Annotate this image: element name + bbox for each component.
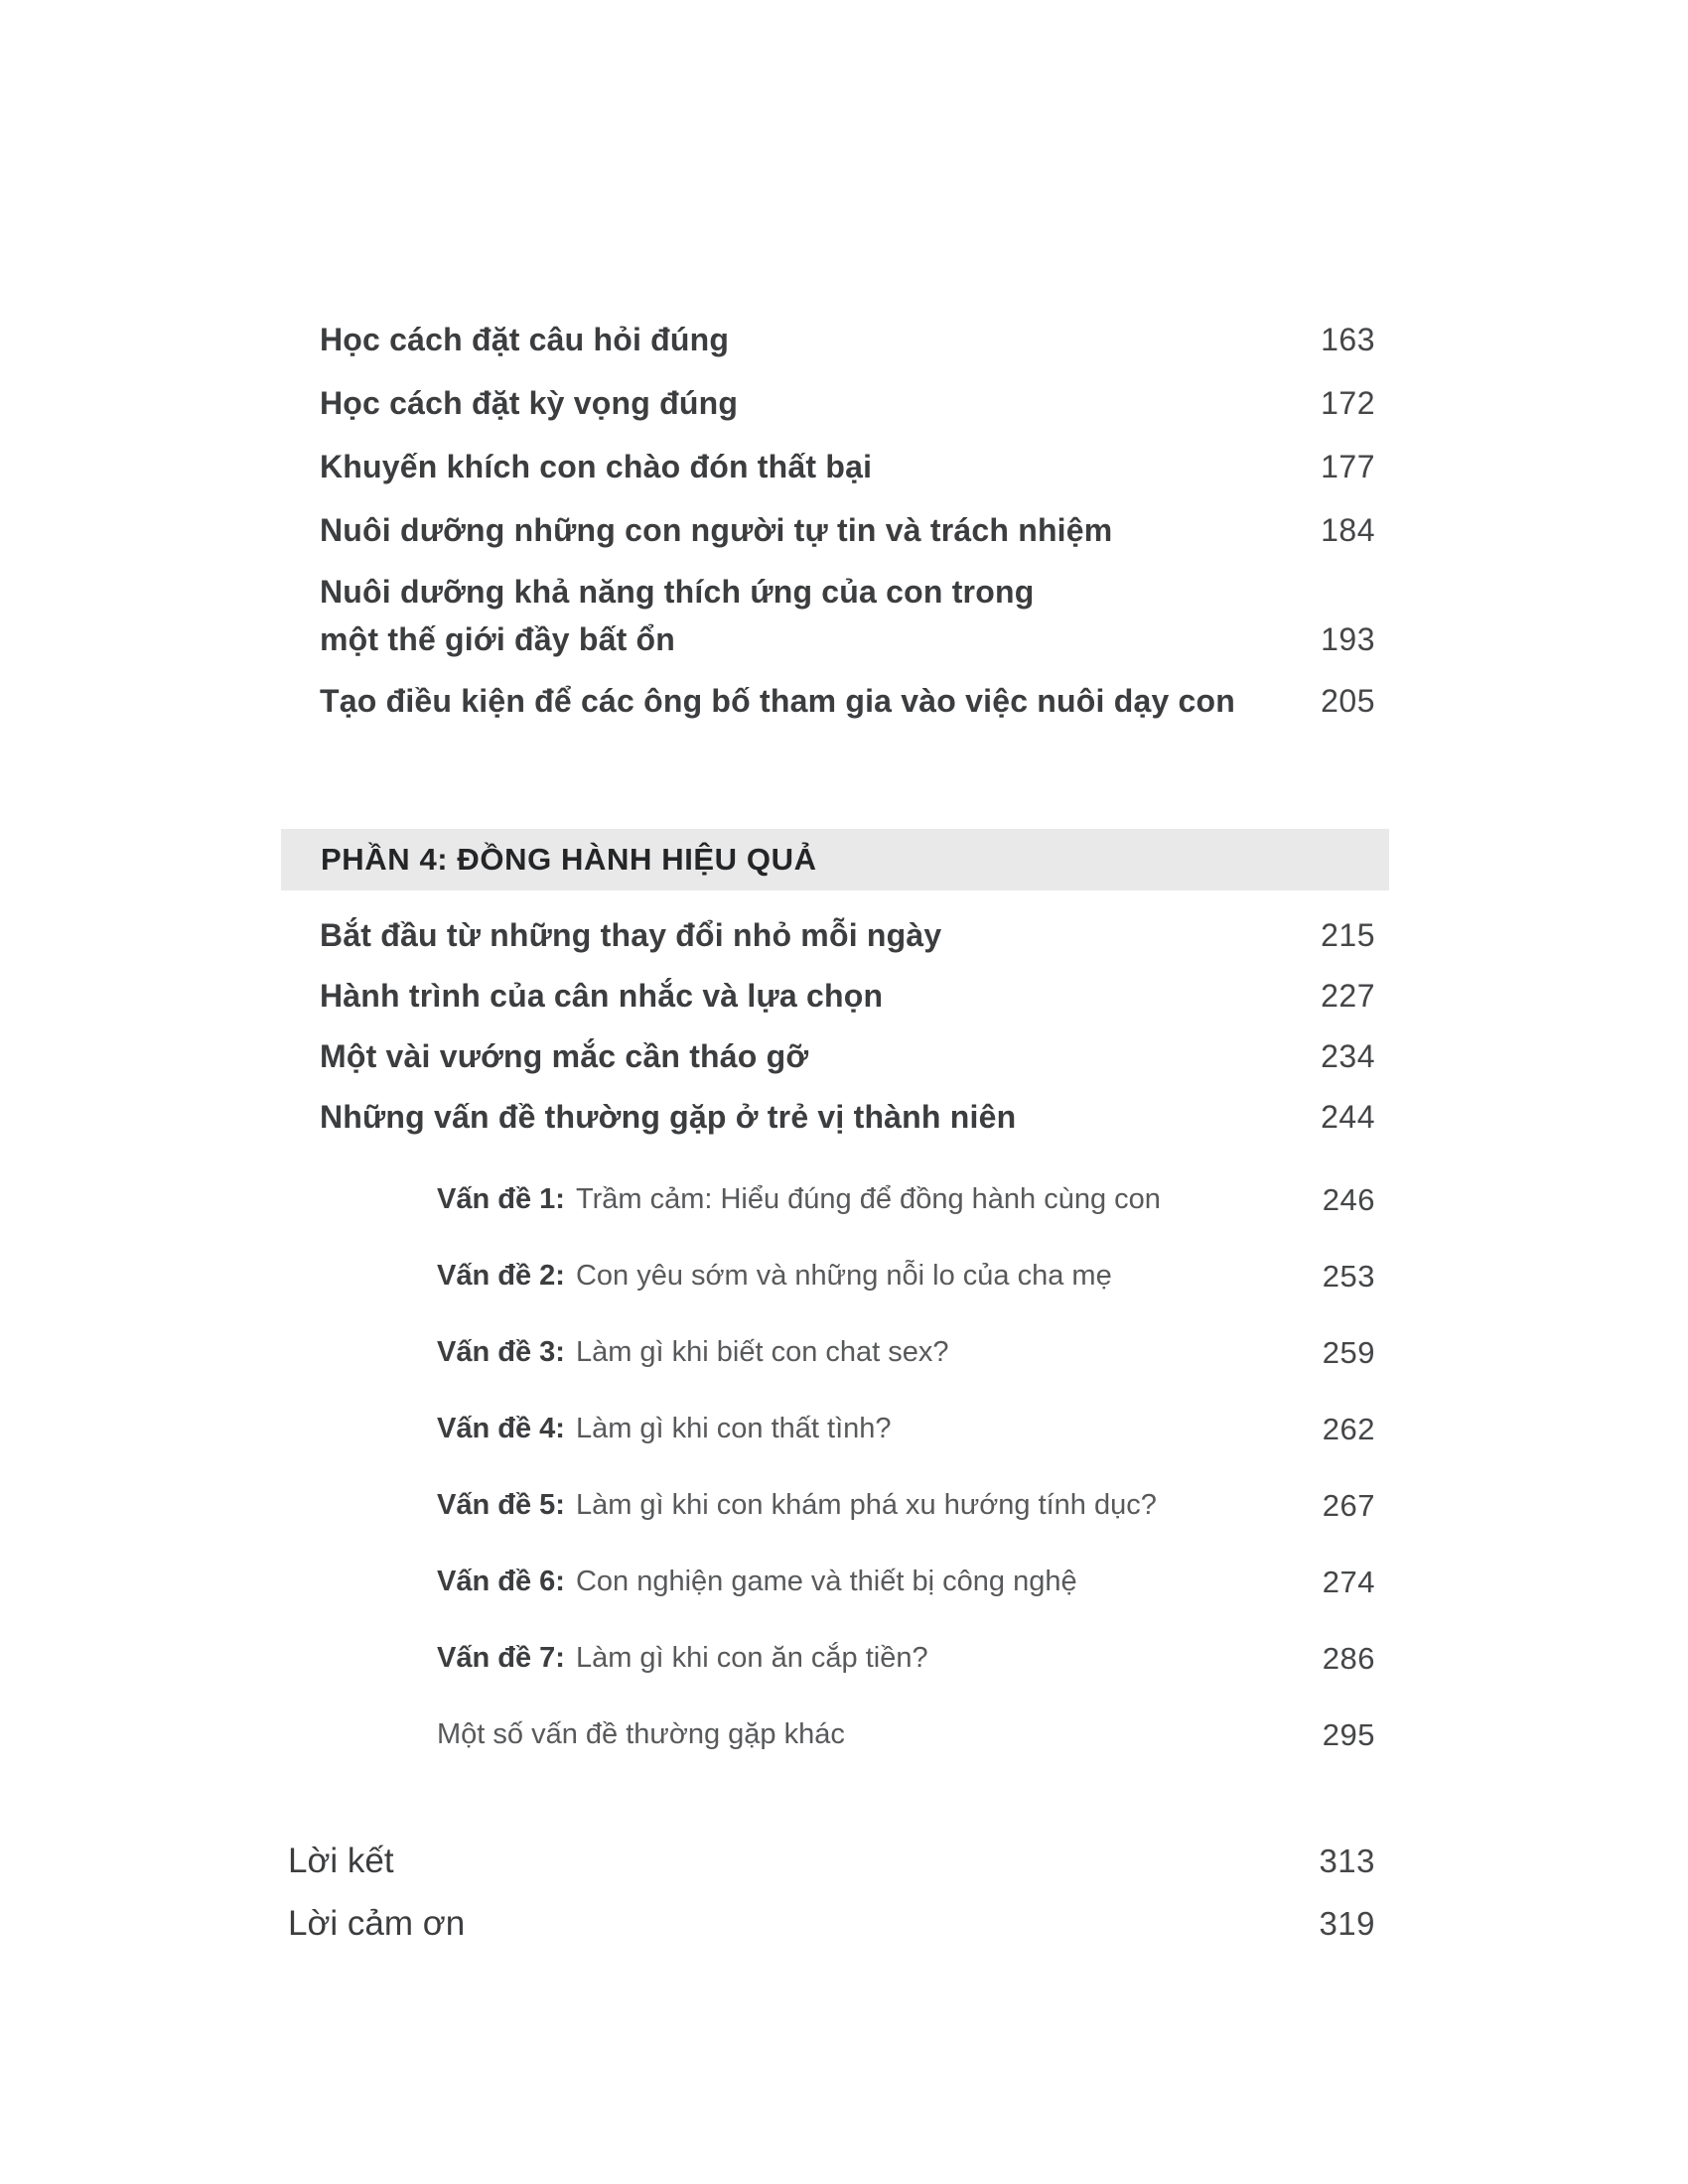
toc-entry-title: Hành trình của cân nhắc và lựa chọn: [320, 978, 884, 1014]
toc-sub-text-cell: [437, 1566, 1077, 1598]
toc-sub-row: [437, 1697, 1375, 1773]
toc-closing-row: [288, 1830, 1375, 1892]
toc-sub-text-cell: [437, 1336, 949, 1369]
toc-row: [320, 615, 1375, 663]
toc-sub-row: [437, 1391, 1375, 1467]
toc-page-number: 262: [1322, 1411, 1375, 1446]
toc-page-number: 259: [1322, 1334, 1375, 1370]
toc-closing-title: Lời kết: [288, 1841, 394, 1880]
toc-sub-text-cell: [437, 1183, 1161, 1216]
toc-page-number: 205: [1321, 682, 1375, 719]
toc-closing-entries: [288, 1830, 1375, 1955]
toc-sub-row: [437, 1238, 1375, 1314]
toc-page-number: 267: [1322, 1487, 1375, 1523]
toc-sub-title: Con nghiện game và thiết bị công nghệ: [575, 1566, 1077, 1597]
part4-header: PHẦN 4: ĐỒNG HÀNH HIỆU QUẢ: [321, 842, 817, 877]
toc-page-number: 227: [1321, 978, 1375, 1014]
toc-sub-text-cell: [437, 1489, 1157, 1522]
toc-sub-label: Vấn đề 4:: [437, 1413, 565, 1444]
toc-page-number: 177: [1321, 448, 1375, 484]
toc-entry-title: Tạo điều kiện để các ông bố tham gia vào việc nuôi dạy con: [320, 682, 1236, 719]
toc-entry-title: Những vấn đề thường gặp ở trẻ vị thành niên: [320, 1099, 1017, 1135]
toc-sub-text-cell: [437, 1413, 892, 1445]
toc-sub-title: Một số vấn đề thường gặp khác: [437, 1718, 845, 1750]
toc-row: [320, 371, 1375, 435]
toc-entry-title: Một vài vướng mắc cần tháo gỡ: [320, 1038, 809, 1074]
toc-sub-title: Con yêu sớm và những nỗi lo của cha mẹ: [575, 1260, 1112, 1292]
toc-page-number: 193: [1321, 620, 1375, 657]
toc-part4-sub-entries: [437, 1161, 1375, 1773]
toc-sub-text-cell: [437, 1260, 1112, 1293]
toc-sub-text-cell: [437, 1642, 928, 1675]
toc-page-number: 274: [1322, 1564, 1375, 1599]
toc-section-part4: [320, 905, 1375, 1148]
toc-sub-text-cell: [437, 1718, 845, 1751]
toc-sub-title: Làm gì khi con thất tình?: [575, 1413, 892, 1444]
toc-page-number: 246: [1322, 1181, 1375, 1217]
toc-section-before-part4: [320, 308, 1375, 733]
toc-closing-row: [288, 1892, 1375, 1955]
toc-entry-title: Khuyến khích con chào đón thất bại: [320, 448, 873, 484]
toc-sub-row: [437, 1314, 1375, 1391]
toc-sub-row: [437, 1467, 1375, 1544]
toc-sub-row: [437, 1620, 1375, 1697]
toc-entry-title: Học cách đặt kỳ vọng đúng: [320, 384, 739, 421]
toc-entry-title: Học cách đặt câu hỏi đúng: [320, 321, 730, 357]
toc-sub-label: Vấn đề 5:: [437, 1489, 565, 1521]
toc-page-number: 172: [1321, 384, 1375, 421]
toc-sub-row: [437, 1544, 1375, 1620]
toc-entry-title: Bắt đầu từ những thay đổi nhỏ mỗi ngày: [320, 917, 942, 953]
toc-sub-label: Vấn đề 1:: [437, 1183, 565, 1215]
toc-row: [320, 905, 1375, 966]
toc-page-number: 244: [1321, 1099, 1375, 1135]
toc-sub-title: Làm gì khi con ăn cắp tiền?: [575, 1642, 928, 1674]
toc-page-number: 234: [1321, 1038, 1375, 1074]
toc-sub-label: Vấn đề 6:: [437, 1566, 565, 1597]
toc-page-number: 313: [1319, 1842, 1375, 1879]
toc-page-number: 184: [1321, 511, 1375, 548]
toc-page-number: 253: [1322, 1258, 1375, 1294]
toc-page-number: 319: [1319, 1904, 1375, 1942]
toc-page-number: 215: [1321, 917, 1375, 953]
part4-header-band: [281, 829, 1389, 890]
toc-entry-title: một thế giới đầy bất ổn: [320, 620, 676, 657]
toc-row: [320, 1087, 1375, 1148]
toc-page-number: 286: [1322, 1640, 1375, 1676]
toc-row: [320, 498, 1375, 562]
toc-sub-title: Trầm cảm: Hiểu đúng để đồng hành cùng con: [575, 1183, 1161, 1215]
toc-page-number: 163: [1321, 321, 1375, 357]
toc-sub-title: Làm gì khi con khám phá xu hướng tính dục?: [575, 1489, 1157, 1521]
toc-sub-label: Vấn đề 7:: [437, 1642, 565, 1674]
toc-closing-title: Lời cảm ơn: [288, 1903, 466, 1943]
toc-sub-label: Vấn đề 3:: [437, 1336, 565, 1368]
toc-page-number: 295: [1322, 1716, 1375, 1752]
toc-sub-label: Vấn đề 2:: [437, 1260, 565, 1292]
toc-entry-multiline: [320, 568, 1375, 663]
toc-entry-title: Nuôi dưỡng những con người tự tin và trách nhiệm: [320, 511, 1113, 548]
toc-row: [320, 435, 1375, 498]
toc-row: [320, 308, 1375, 371]
toc-row: [320, 568, 1375, 615]
toc-sub-row: [437, 1161, 1375, 1238]
toc-row: [320, 966, 1375, 1026]
toc-row: [320, 669, 1375, 733]
toc-row: [320, 1026, 1375, 1087]
toc-entry-title: Nuôi dưỡng khả năng thích ứng của con trong: [320, 573, 1035, 610]
toc-sub-title: Làm gì khi biết con chat sex?: [575, 1336, 949, 1368]
